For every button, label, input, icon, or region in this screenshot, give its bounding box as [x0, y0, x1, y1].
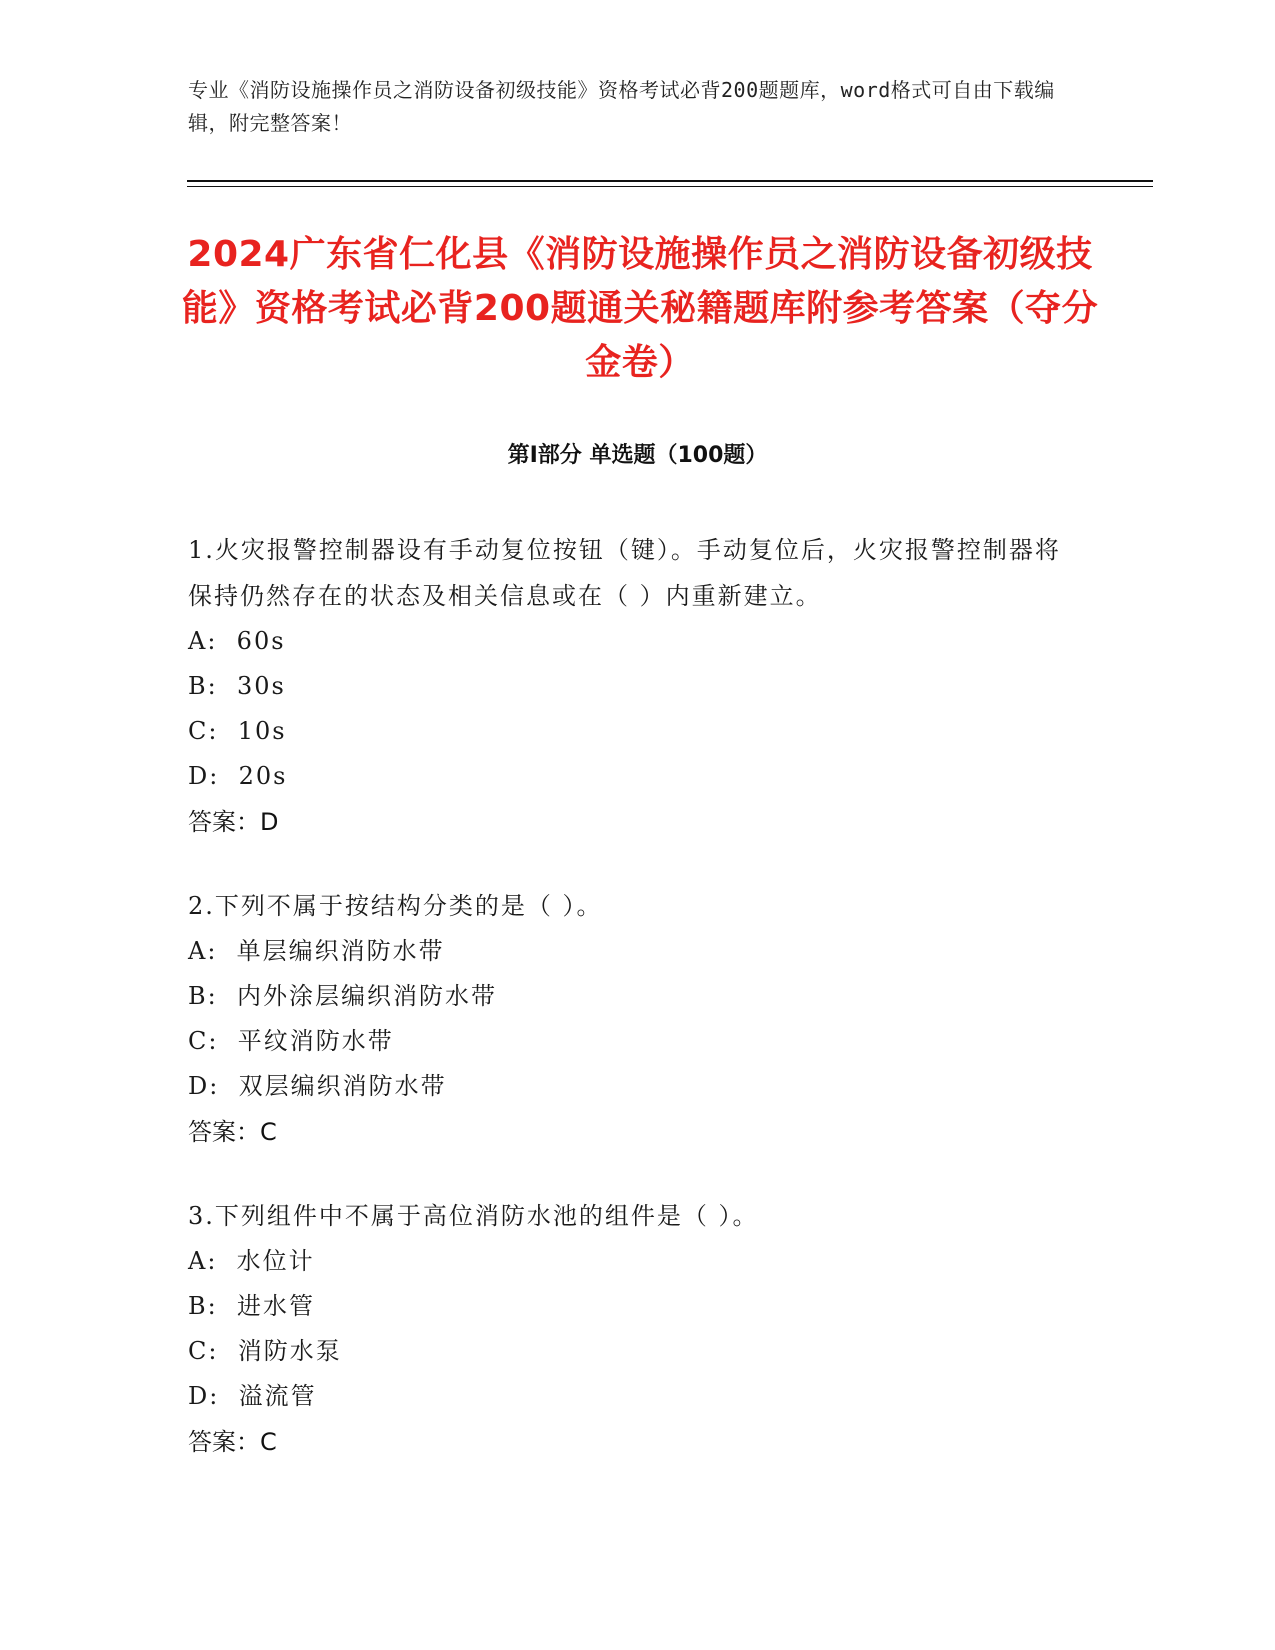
option-d: D: 溢流管 [188, 1382, 317, 1410]
question-stem: 2.下列不属于按结构分类的是（ ）。 [188, 892, 603, 920]
question-1 [188, 527, 1068, 845]
option-b: B: 30s [188, 672, 286, 700]
option-d: D: 双层编织消防水带 [188, 1072, 447, 1100]
option-c: C: 消防水泵 [188, 1337, 342, 1365]
question-2 [188, 883, 1068, 1155]
section-title: 第I部分 单选题（100题） [507, 443, 768, 468]
header-note: 专业《消防设施操作员之消防设备初级技能》资格考试必背200题题库，word格式可自由下载编辑，附完整答案！ [188, 78, 1055, 135]
question-3 [188, 1193, 1068, 1465]
option-c: C: 平纹消防水带 [188, 1027, 394, 1055]
question-answer: 答案：C [188, 1118, 277, 1146]
question-list [188, 527, 1068, 1503]
header-divider-thin [187, 186, 1153, 187]
question-answer: 答案：C [188, 1428, 277, 1456]
option-c: C: 10s [188, 717, 287, 745]
question-stem: 3.下列组件中不属于高位消防水池的组件是（ ）。 [188, 1202, 759, 1230]
question-stem: 1.火灾报警控制器设有手动复位按钮（键）。手动复位后，火灾报警控制器将保持仍然存在的状态及相关信息或在（ ）内重新建立。 [188, 536, 1061, 610]
option-d: D: 20s [188, 762, 288, 790]
option-a: A: 60s [188, 627, 286, 655]
header-divider-thick [187, 180, 1153, 182]
option-b: B: 内外涂层编织消防水带 [188, 982, 497, 1010]
document-title: 2024广东省仁化县《消防设施操作员之消防设备初级技能》资格考试必背200题通关秘籍题库附参考答案（夺分金卷） [181, 234, 1099, 383]
question-answer: 答案：D [188, 808, 279, 836]
option-b: B: 进水管 [188, 1292, 315, 1320]
option-a: A: 单层编织消防水带 [188, 937, 445, 965]
option-a: A: 水位计 [188, 1247, 315, 1275]
